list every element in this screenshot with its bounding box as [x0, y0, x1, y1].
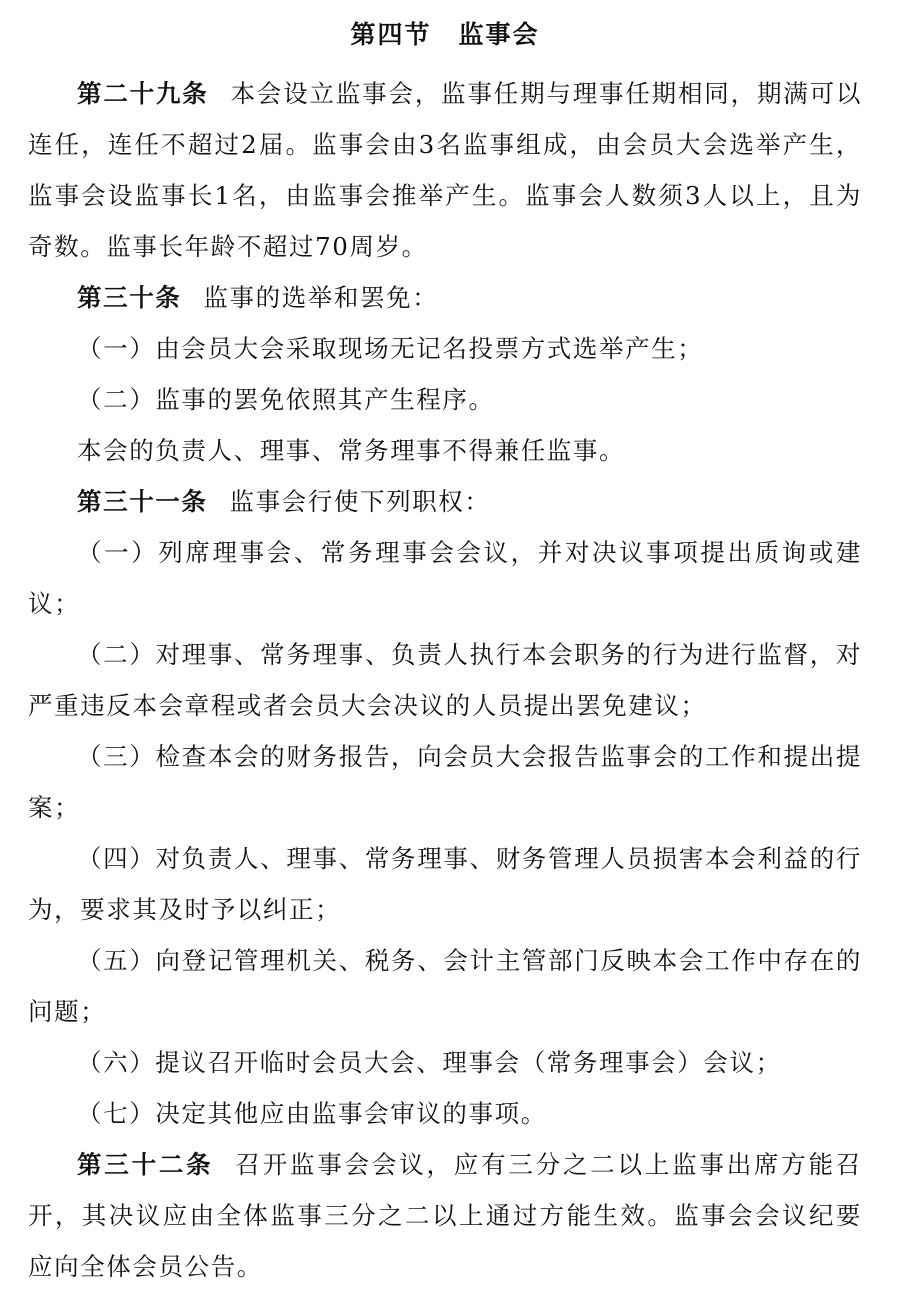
article-32: [28, 1139, 862, 1292]
article-30-item-2: （二）监事的罢免依照其产生程序。: [77, 385, 495, 414]
article-32-label: 第三十二条: [77, 1150, 214, 1179]
article-29-text: 本会设立监事会，监事任期与理事任期相同，期满可以连任，连任不超过2届。监事会由3名监事组成，由会员大会选举产生，监事会设监事长1名，由监事会推举产生。监事会人数须3人以上，且为奇数。监事长年龄不超过70周岁。: [28, 79, 862, 261]
article-30-note: 本会的负责人、理事、常务理事不得兼任监事。: [77, 436, 626, 465]
article-29-label: 第二十九条: [77, 79, 209, 108]
article-30-text: 监事的选举和罢免：: [203, 283, 439, 312]
article-31: [28, 476, 862, 527]
article-31-text: 监事会行使下列职权：: [229, 487, 491, 516]
article-31-item-3: （三）检查本会的财务报告，向会员大会报告监事会的工作和提出提案；: [28, 742, 862, 822]
article-32-text: 召开监事会会议，应有三分之二以上监事出席方能召开，其决议应由全体监事三分之二以上通过方能生效。监事会会议纪要应向全体会员公告。: [28, 1150, 862, 1281]
article-29: [28, 68, 862, 272]
section-title: 第四节 监事会: [350, 20, 540, 49]
article-30-item-1: （一）由会员大会采取现场无记名投票方式选举产生；: [77, 334, 704, 363]
article-31-item-5: （五）向登记管理机关、税务、会计主管部门反映本会工作中存在的问题；: [28, 946, 862, 1026]
article-30: [28, 272, 862, 323]
article-31-item-6: （六）提议召开临时会员大会、理事会（常务理事会）会议；: [77, 1048, 782, 1077]
article-31-item-2: （二）对理事、常务理事、负责人执行本会职务的行为进行监督，对严重违反本会章程或者会员大会决议的人员提出罢免建议；: [28, 640, 862, 720]
article-31-item-1: （一）列席理事会、常务理事会会议，并对决议事项提出质询或建议；: [28, 538, 862, 618]
article-31-item-4: （四）对负责人、理事、常务理事、财务管理人员损害本会利益的行为，要求其及时予以纠正；: [28, 844, 862, 924]
article-31-item-7: （七）决定其他应由监事会审议的事项。: [77, 1099, 547, 1128]
article-31-label: 第三十一条: [77, 487, 208, 516]
article-30-label: 第三十条: [77, 283, 182, 312]
